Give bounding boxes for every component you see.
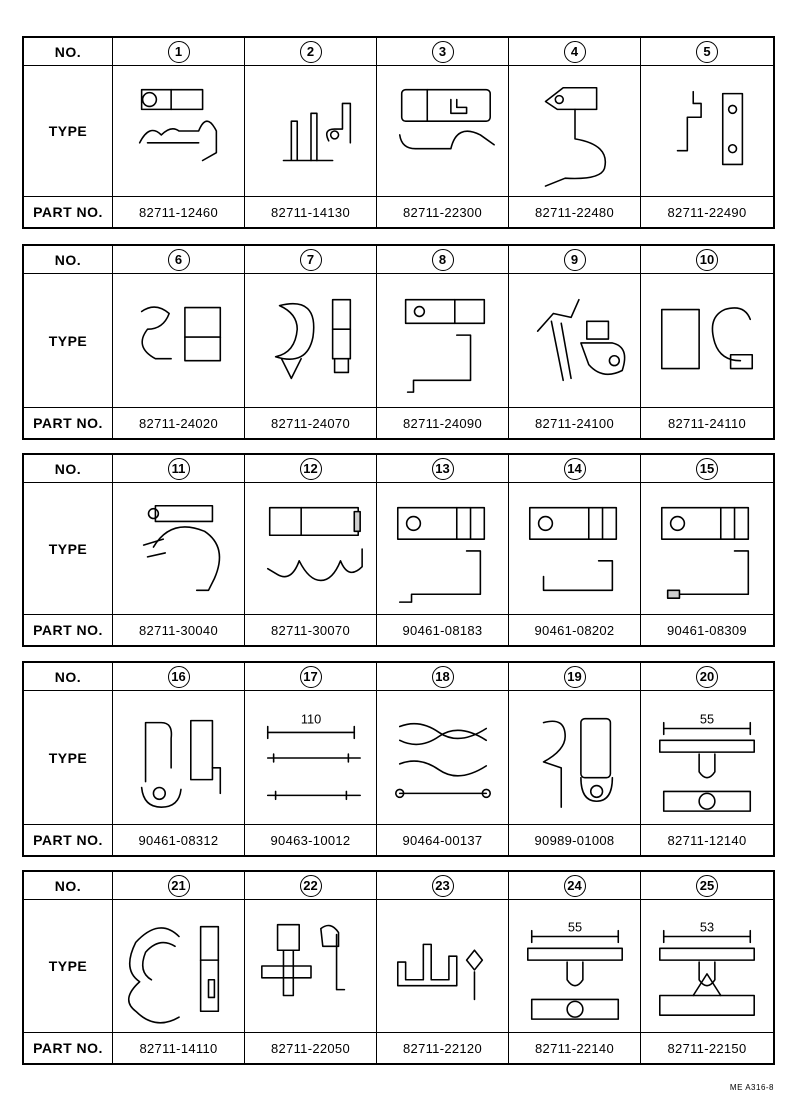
item-number-cell [509, 872, 641, 900]
part-no-header: PART NO. [24, 408, 113, 438]
item-number: 13 [432, 458, 454, 480]
dimension-label: 55 [699, 711, 715, 727]
item-number: 1 [168, 41, 190, 63]
part-number: 82711-14130 [245, 197, 377, 227]
clip-21-icon [120, 906, 238, 1026]
item-number-cell [113, 246, 245, 274]
type-drawing-cell [377, 274, 509, 408]
part-number: 82711-24100 [509, 408, 641, 438]
item-number: 3 [432, 41, 454, 63]
no-header: NO. [24, 663, 113, 691]
part-number: 82711-14110 [113, 1033, 245, 1063]
item-number-cell [377, 872, 509, 900]
clip-9-icon [516, 281, 634, 401]
item-number: 10 [696, 249, 718, 271]
type-header: TYPE [24, 900, 113, 1033]
clip-23-icon [384, 906, 502, 1026]
clip-10-icon [648, 281, 766, 401]
type-drawing-cell [377, 483, 509, 615]
clip-8-icon [384, 281, 502, 401]
item-number-cell [509, 246, 641, 274]
type-drawing-cell [377, 900, 509, 1033]
item-number-cell [113, 38, 245, 66]
parts-table-4 [22, 661, 775, 857]
part-no-header: PART NO. [24, 825, 113, 855]
item-number: 18 [432, 666, 454, 688]
part-number: 82711-22050 [245, 1033, 377, 1063]
item-number: 8 [432, 249, 454, 271]
part-number: 82711-24070 [245, 408, 377, 438]
clip-5-icon [648, 71, 766, 191]
item-number-cell [113, 872, 245, 900]
item-number-cell [641, 455, 773, 483]
part-number: 82711-12140 [667, 832, 747, 848]
parts-table-5 [22, 870, 775, 1065]
part-number: 82711-30040 [113, 615, 245, 645]
type-drawing-cell [509, 483, 641, 615]
type-drawing-cell [113, 274, 245, 408]
item-number-cell [245, 872, 377, 900]
part-no-header: PART NO. [24, 615, 113, 645]
clip-18-icon [384, 698, 502, 818]
type-drawing-cell [641, 66, 773, 197]
clip-24-icon [516, 906, 634, 1026]
clip-15-icon [648, 489, 766, 609]
type-drawing-cell [113, 483, 245, 615]
item-number-cell [245, 246, 377, 274]
item-number: 12 [300, 458, 322, 480]
clip-3-icon [384, 71, 502, 191]
type-drawing-cell [377, 691, 509, 825]
part-number: 82711-22490 [667, 204, 747, 220]
dimension-label: 110 [300, 711, 321, 727]
clip-2-icon [252, 71, 370, 191]
clip-16-icon [120, 698, 238, 818]
item-number-cell [509, 455, 641, 483]
type-drawing-cell [245, 274, 377, 408]
part-number: 82711-30070 [245, 615, 377, 645]
part-number: 82711-24090 [377, 408, 509, 438]
clip-20-icon [648, 698, 766, 818]
item-number-cell [641, 663, 773, 691]
item-number: 19 [564, 666, 586, 688]
type-header: TYPE [24, 691, 113, 825]
item-number-cell [641, 872, 773, 900]
part-no-header: PART NO. [24, 1033, 113, 1063]
item-number: 17 [300, 666, 322, 688]
type-drawing-cell [113, 66, 245, 197]
parts-table-2 [22, 244, 775, 440]
item-number: 7 [300, 249, 322, 271]
type-drawing-cell [641, 274, 773, 408]
part-number: 82711-12460 [113, 197, 245, 227]
type-drawing-cell [641, 483, 773, 615]
item-number: 23 [432, 875, 454, 897]
part-number: 90989-01008 [509, 825, 641, 855]
item-number-cell [509, 663, 641, 691]
type-drawing-cell [245, 483, 377, 615]
part-number: 90463-10012 [245, 825, 377, 855]
item-number: 6 [168, 249, 190, 271]
clip-12-icon [252, 489, 370, 609]
part-number: 90464-00137 [377, 825, 509, 855]
no-header: NO. [24, 38, 113, 66]
part-number: 90461-08202 [509, 615, 641, 645]
parts-table-1 [22, 36, 775, 229]
item-number-cell [377, 38, 509, 66]
part-number: 90461-08309 [667, 622, 747, 638]
part-number: 82711-22140 [509, 1033, 641, 1063]
part-number: 82711-22300 [377, 197, 509, 227]
item-number: 15 [696, 458, 718, 480]
parts-table-3 [22, 453, 775, 647]
clip-22-icon [252, 906, 370, 1026]
type-drawing-cell [245, 66, 377, 197]
item-number-cell [245, 663, 377, 691]
clip-6-icon [120, 281, 238, 401]
item-number: 2 [300, 41, 322, 63]
clip-25-icon [648, 906, 766, 1026]
item-number-cell [641, 38, 773, 66]
part-no-header: PART NO. [24, 197, 113, 227]
no-header: NO. [24, 872, 113, 900]
type-drawing-cell [245, 691, 377, 825]
item-number-cell [509, 38, 641, 66]
drawing-code: ME A316-8 [729, 1083, 774, 1092]
clip-7-icon [252, 281, 370, 401]
type-drawing-cell [509, 66, 641, 197]
part-number: 82711-22480 [509, 197, 641, 227]
part-number: 90461-08183 [377, 615, 509, 645]
part-number: 82711-22150 [667, 1040, 747, 1056]
type-drawing-cell [509, 691, 641, 825]
item-number-cell [641, 246, 773, 274]
type-header: TYPE [24, 483, 113, 615]
item-number-cell [113, 663, 245, 691]
clip-1-icon [120, 71, 238, 191]
item-number: 22 [300, 875, 322, 897]
item-number: 4 [564, 41, 586, 63]
item-number-cell [377, 455, 509, 483]
item-number: 24 [564, 875, 586, 897]
item-number: 21 [168, 875, 190, 897]
type-drawing-cell [245, 900, 377, 1033]
item-number-cell [245, 38, 377, 66]
clip-11-icon [120, 489, 238, 609]
no-header: NO. [24, 455, 113, 483]
type-header: TYPE [24, 66, 113, 197]
type-drawing-cell [641, 691, 773, 825]
type-drawing-cell [641, 900, 773, 1033]
type-header: TYPE [24, 274, 113, 408]
item-number: 11 [168, 458, 190, 480]
type-drawing-cell [113, 691, 245, 825]
type-drawing-cell [113, 900, 245, 1033]
clip-19-icon [516, 698, 634, 818]
item-number-cell [377, 663, 509, 691]
type-drawing-cell [377, 66, 509, 197]
clip-17-icon [252, 698, 370, 818]
dimension-label: 53 [699, 919, 715, 935]
clip-4-icon [516, 71, 634, 191]
item-number-cell [377, 246, 509, 274]
dimension-label: 55 [567, 919, 582, 935]
clip-14-icon [516, 489, 634, 609]
item-number: 25 [696, 875, 718, 897]
part-number: 82711-24110 [668, 415, 746, 431]
no-header: NO. [24, 246, 113, 274]
type-drawing-cell [509, 274, 641, 408]
part-number: 90461-08312 [113, 825, 245, 855]
item-number: 20 [696, 666, 718, 688]
part-number: 82711-24020 [113, 408, 245, 438]
item-number: 9 [564, 249, 586, 271]
item-number-cell [113, 455, 245, 483]
item-number-cell [245, 455, 377, 483]
part-number: 82711-22120 [377, 1033, 509, 1063]
type-drawing-cell [509, 900, 641, 1033]
item-number: 16 [168, 666, 190, 688]
item-number: 5 [696, 41, 718, 63]
clip-13-icon [384, 489, 502, 609]
item-number: 14 [564, 458, 586, 480]
